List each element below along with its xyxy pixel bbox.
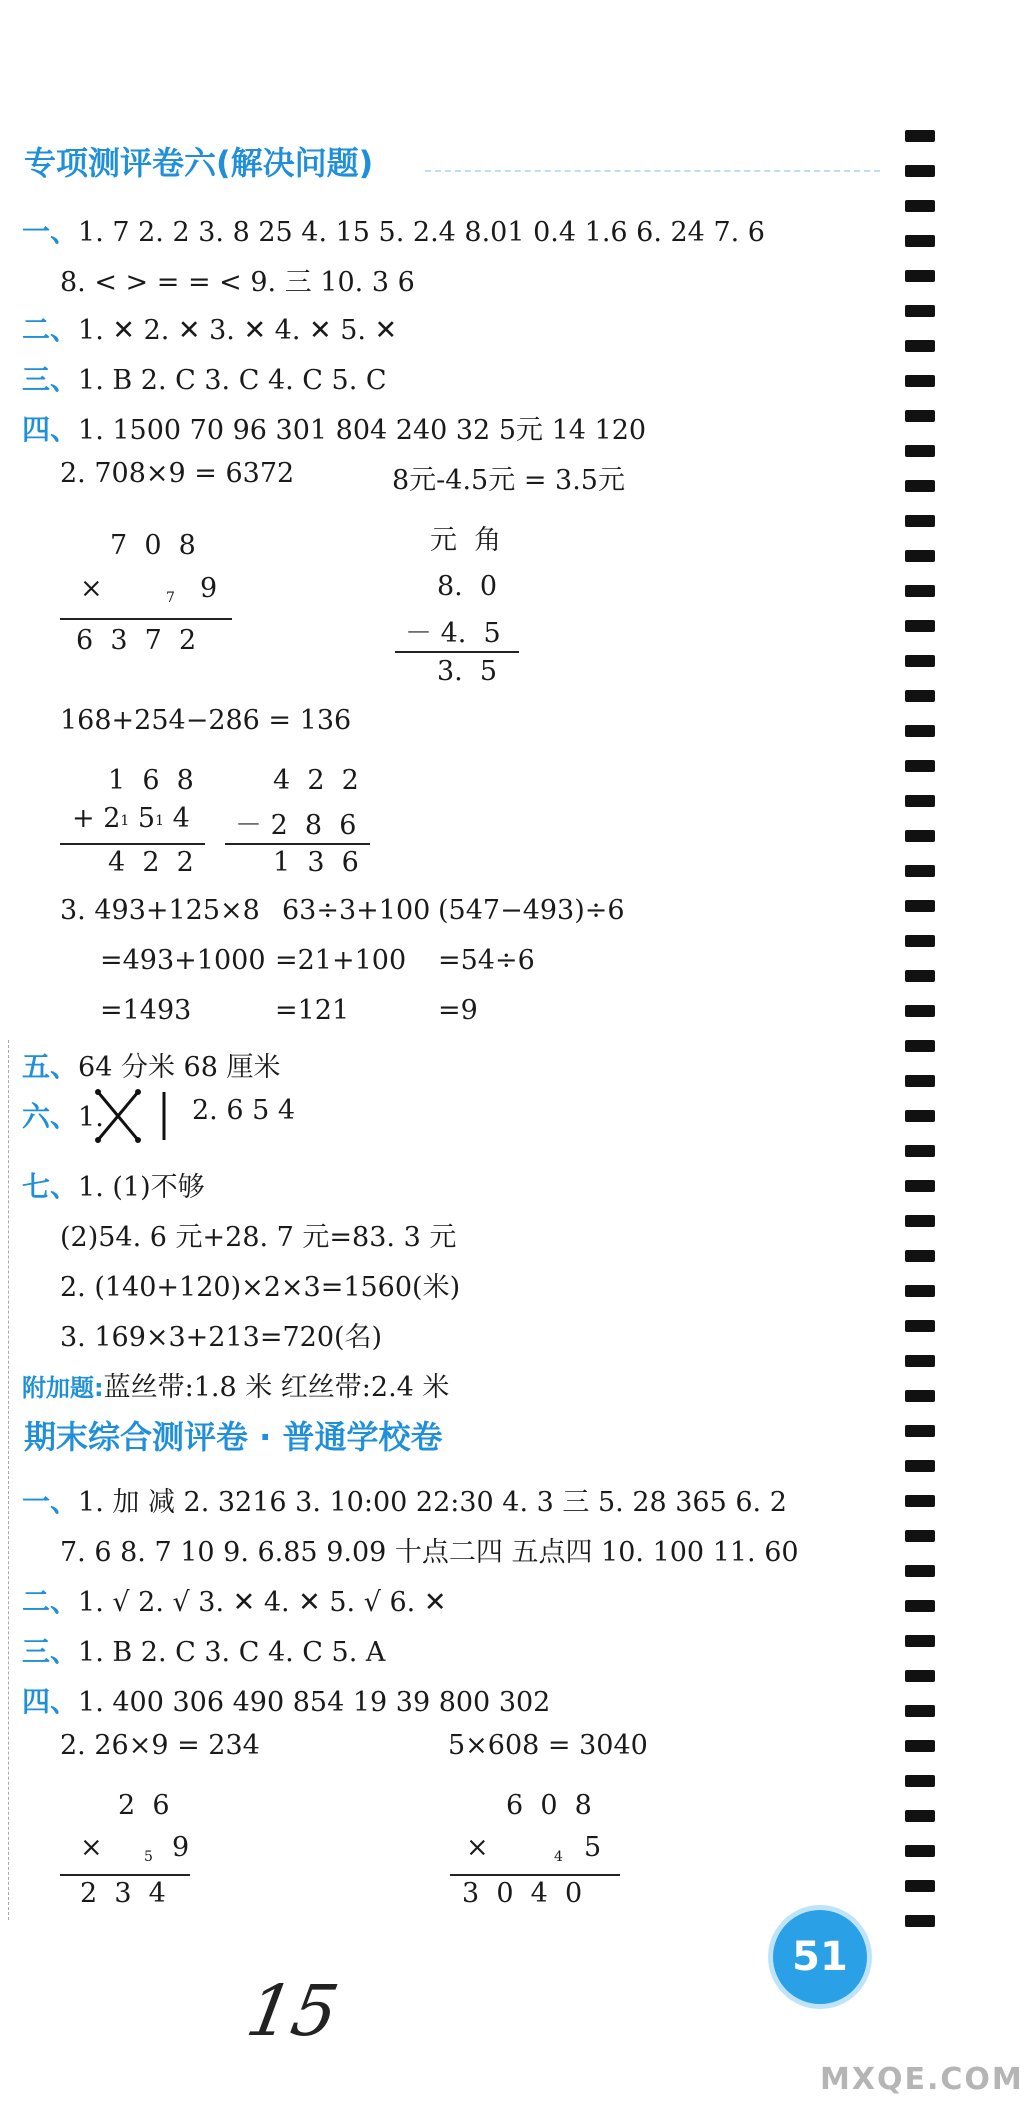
binding-mark — [905, 1215, 935, 1227]
binding-mark — [905, 1845, 935, 1857]
binding-mark — [905, 480, 935, 492]
vertical-calculation: 2 6 × 5 9 2 3 4 — [60, 1790, 210, 1900]
binding-mark — [905, 795, 935, 807]
answer-line: =493+1000 — [100, 945, 266, 976]
binding-mark — [905, 1250, 935, 1262]
answer-line: 7. 6 8. 7 10 9. 6.85 9.09 十点二四 五点四 10. 100 11. 60 — [60, 1537, 799, 1568]
section-label: 五、 — [22, 1050, 79, 1083]
binding-mark — [905, 1530, 935, 1542]
binding-mark — [905, 305, 935, 317]
binding-mark — [905, 1670, 935, 1682]
section-label: 七、 — [22, 1170, 79, 1203]
answer-line: =1493 — [100, 995, 192, 1026]
binding-mark — [905, 1390, 935, 1402]
binding-mark — [905, 200, 935, 212]
answer-line: 5×608 = 3040 — [448, 1730, 648, 1761]
binding-mark — [905, 1285, 935, 1297]
answer-line: 六、1. — [22, 1100, 104, 1133]
answer-line: 2. (140+120)×2×3=1560(米) — [60, 1272, 461, 1303]
answer-line: 2. 708×9 = 6372 — [60, 458, 295, 489]
binding-mark — [905, 1425, 935, 1437]
answer-line: 三、1. B 2. C 3. C 4. C 5. C — [22, 363, 387, 396]
binding-mark — [905, 1705, 935, 1717]
binding-mark — [905, 165, 935, 177]
section-label: 三、 — [22, 1635, 79, 1668]
binding-mark — [905, 865, 935, 877]
answer-line: 二、1. ✕ 2. ✕ 3. ✕ 4. ✕ 5. ✕ — [22, 313, 398, 346]
section-label: 四、 — [22, 1685, 79, 1718]
answer-line: 七、1. (1)不够 — [22, 1170, 205, 1203]
binding-mark — [905, 725, 935, 737]
section-label: 一、 — [22, 1485, 79, 1518]
binding-mark — [905, 1810, 935, 1822]
section-label: 附加题: — [22, 1374, 104, 1402]
binding-mark — [905, 550, 935, 562]
binding-mark — [905, 515, 935, 527]
answer-line: 3. 169×3+213=720(名) — [60, 1322, 383, 1353]
binding-mark — [905, 1040, 935, 1052]
binding-mark — [905, 970, 935, 982]
binding-mark — [905, 1460, 935, 1472]
answer-line: 四、1. 400 306 490 854 19 39 800 302 — [22, 1685, 551, 1718]
answer-line: 8元-4.5元 = 3.5元 — [392, 465, 625, 496]
answer-line: 四、1. 1500 70 96 301 804 240 32 5元 14 120 — [22, 413, 647, 446]
answer-line: 2. 6 5 4 — [192, 1095, 296, 1126]
binding-mark — [905, 1145, 935, 1157]
binding-mark — [905, 1880, 935, 1892]
binding-mark — [905, 410, 935, 422]
section-label: 四、 — [22, 413, 79, 446]
binding-mark — [905, 935, 935, 947]
binding-marks — [905, 130, 935, 1950]
page-number-badge: 51 — [768, 1905, 872, 2009]
section-label: 一、 — [22, 215, 79, 248]
binding-mark — [905, 830, 935, 842]
binding-mark — [905, 1075, 935, 1087]
binding-mark — [905, 1005, 935, 1017]
answer-line: (547−493)÷6 — [438, 895, 625, 926]
binding-mark — [905, 375, 935, 387]
answer-line: =9 — [438, 995, 478, 1026]
vertical-calculation: 1 6 8 + 21 51 4 4 2 2 — [60, 765, 210, 875]
binding-mark — [905, 340, 935, 352]
binding-mark — [905, 1320, 935, 1332]
binding-mark — [905, 1495, 935, 1507]
matching-lines-icon — [92, 1088, 172, 1146]
binding-mark — [905, 690, 935, 702]
binding-mark — [905, 585, 935, 597]
answer-line: =121 — [275, 995, 350, 1026]
answer-line: 五、64 分米 68 厘米 — [22, 1050, 281, 1083]
section-label: 二、 — [22, 313, 79, 346]
vertical-calculation: 6 0 8 × 4 5 3 0 4 0 — [450, 1790, 640, 1900]
binding-mark — [905, 620, 935, 632]
binding-mark — [905, 1740, 935, 1752]
binding-mark — [905, 1915, 935, 1927]
binding-mark — [905, 1180, 935, 1192]
binding-mark — [905, 900, 935, 912]
margin-line — [8, 1040, 9, 1920]
watermark: MXQE.COM — [820, 2062, 1024, 2097]
section-label: 二、 — [22, 1585, 79, 1618]
binding-mark — [905, 1565, 935, 1577]
title-divider — [425, 170, 880, 172]
vertical-calculation: 元 角 8. 0 － 4. 5 3. 5 — [385, 518, 545, 688]
section-title: 专项测评卷六(解决问题) — [24, 144, 374, 182]
binding-mark — [905, 130, 935, 142]
binding-mark — [905, 445, 935, 457]
answer-line: =54÷6 — [438, 945, 535, 976]
vertical-calculation: 7 0 8 × 7 9 6 3 7 2 — [60, 530, 240, 660]
binding-mark — [905, 1600, 935, 1612]
binding-mark — [905, 235, 935, 247]
answer-line: 8. < > = = < 9. 三 10. 3 6 — [60, 267, 415, 298]
binding-mark — [905, 270, 935, 282]
handwritten-mark: 15 — [240, 1970, 345, 2052]
answer-line: (2)54. 6 元+28. 7 元=83. 3 元 — [60, 1222, 457, 1253]
answer-line: 二、1. √ 2. √ 3. ✕ 4. ✕ 5. √ 6. ✕ — [22, 1585, 447, 1618]
binding-mark — [905, 760, 935, 772]
answer-line: 附加题:蓝丝带:1.8 米 红丝带:2.4 米 — [22, 1372, 450, 1403]
binding-mark — [905, 1775, 935, 1787]
answer-line: 三、1. B 2. C 3. C 4. C 5. A — [22, 1635, 386, 1668]
binding-mark — [905, 1355, 935, 1367]
vertical-calculation: 4 2 2 － 2 8 6 1 3 6 — [225, 765, 375, 875]
section-label: 六、 — [22, 1100, 79, 1133]
answer-line: 63÷3+100 — [282, 895, 431, 926]
section-title: 期末综合测评卷 · 普通学校卷 — [24, 1418, 443, 1456]
section-label: 三、 — [22, 363, 79, 396]
binding-mark — [905, 1110, 935, 1122]
binding-mark — [905, 655, 935, 667]
answer-line: 一、1. 加 减 2. 3216 3. 10:00 22:30 4. 3 三 5. 28 365 6. 2 — [22, 1485, 787, 1518]
answer-line: =21+100 — [275, 945, 407, 976]
answer-line: 一、1. 7 2. 2 3. 8 25 4. 15 5. 2.4 8.01 0.4 1.6 6. 24 7. 6 — [22, 215, 765, 248]
binding-mark — [905, 1635, 935, 1647]
answer-line: 2. 26×9 = 234 — [60, 1730, 260, 1761]
answer-line: 168+254−286 = 136 — [60, 705, 352, 736]
answer-line: 3. 493+125×8 — [60, 895, 260, 926]
